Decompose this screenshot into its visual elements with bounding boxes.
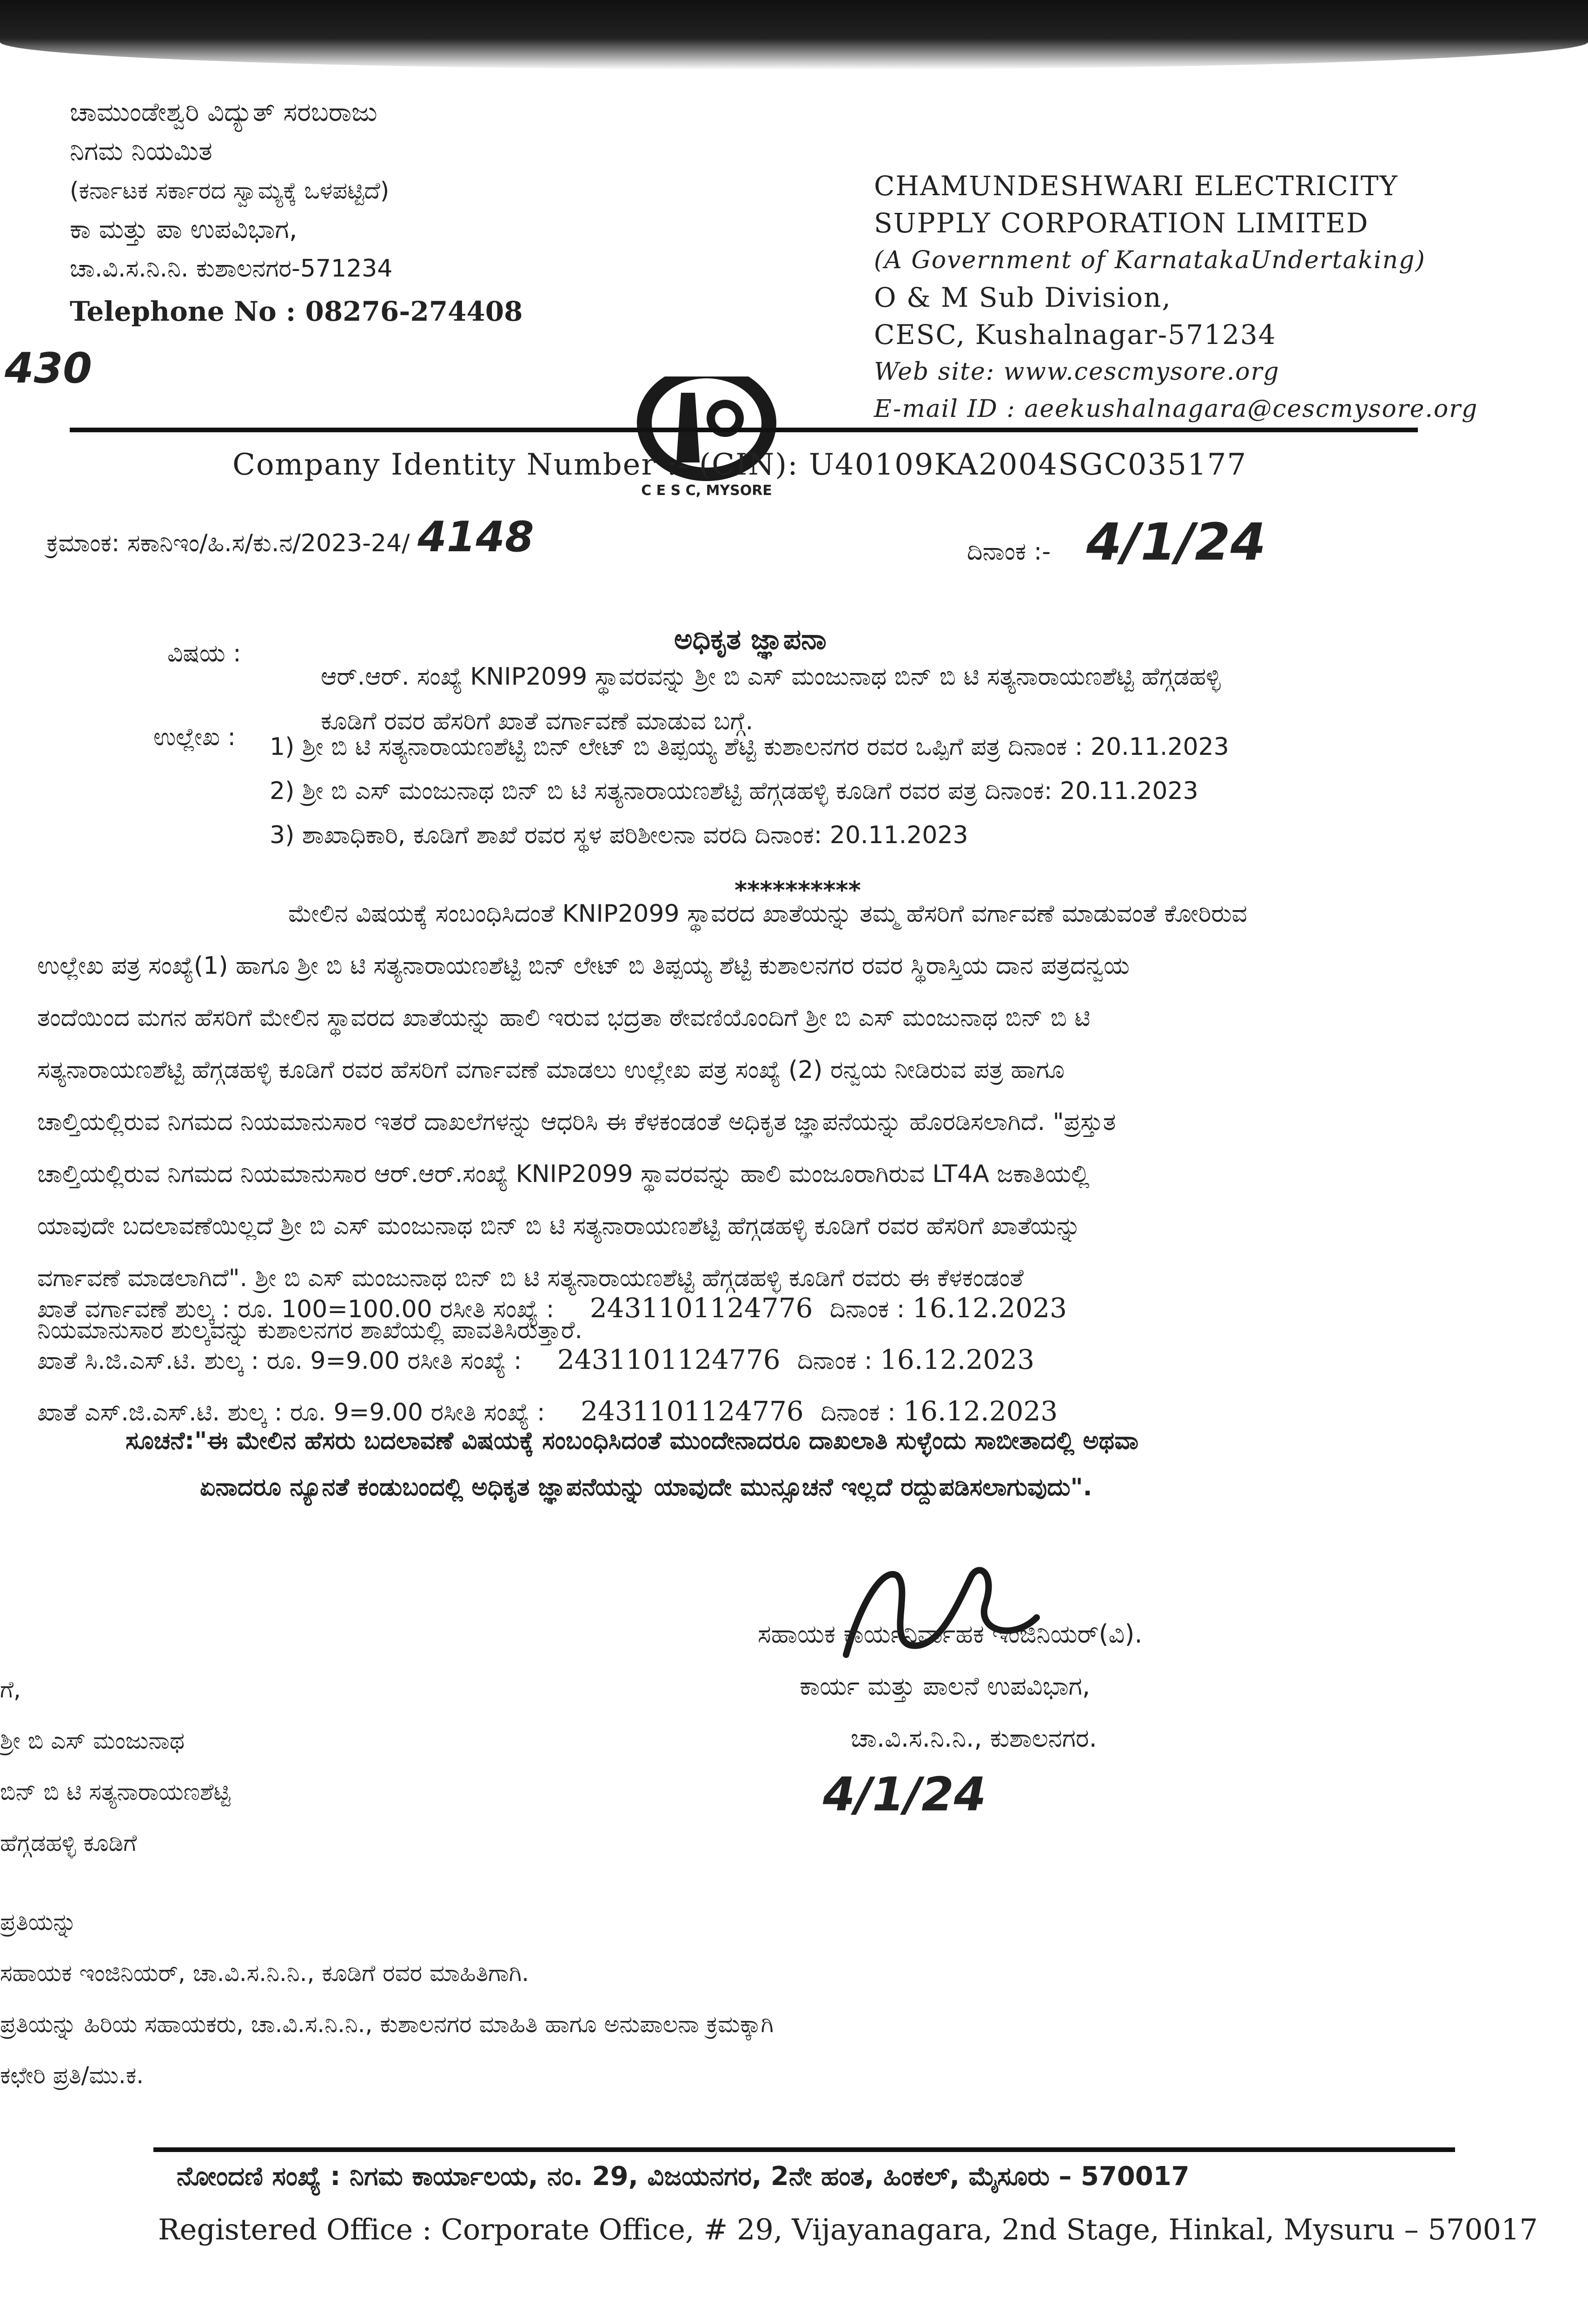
copies-block — [0, 1896, 1395, 2101]
date-handwritten: 4/1/24 — [1086, 512, 1266, 572]
body-line: ಸತ್ಯನಾರಾಯಣಶೆಟ್ಟಿ ಹೆಗ್ಗಡಹಳ್ಳಿ ಕೂಡಿಗೆ ರವರ ಹೆಸರಿಗೆ ವರ್ಗಾವಣೆ ಮಾಡಲು ಉಲ್ಲೇಖ ಪತ್ರ ಸಂಖ್ಯೆ (2) ರನ್ವಯ ನೀಡಿರುವ ಪತ್ರ ಹಾಗೂ — [37, 1056, 1065, 1084]
copy-line: ಸಹಾಯಕ ಇಂಜಿನಿಯರ್, ಚಾ.ವಿ.ಸ.ನಿ.ನಿ., ಕೂಡಿಗೆ ರವರ ಮಾಹಿತಿಗಾಗಿ. — [0, 1960, 529, 1987]
fee-label: ಖಾತೆ ಸಿ.ಜಿ.ಎಸ್.ಟಿ. ಶುಲ್ಕ : ರೂ. 9=9.00 ರಸೀತಿ ಸಂಖ್ಯೆ : — [37, 1347, 522, 1375]
reference-number — [46, 511, 534, 569]
reference-item: 2) ಶ್ರೀ ಬಿ ಎಸ್ ಮಂಜುನಾಥ ಬಿನ್ ಬಿ ಟಿ ಸತ್ಯನಾರಾಯಣಶೆಟ್ಟಿ ಹೆಗ್ಗಡಹಳ್ಳಿ ಕೂಡಿಗೆ ರವರ ಪತ್ರ ದಿನಾಂಕ: 20.11.2023 — [270, 777, 1198, 805]
reference-date — [967, 512, 1266, 578]
english-line: (A Government of KarnatakaUndertaking) — [874, 246, 1426, 274]
recipient-block — [0, 1664, 231, 1868]
fee-date: 16.12.2023 — [880, 1344, 1035, 1375]
fee-receipt: 2431101124776 — [581, 1395, 804, 1427]
separator-stars: ********** — [734, 877, 861, 905]
english-line: SUPPLY CORPORATION LIMITED — [874, 207, 1369, 239]
date-label: ದಿನಾಂಕ :- — [967, 538, 1051, 566]
kannada-line: (ಕರ್ನಾಟಕ ಸರ್ಕಾರದ ಸ್ವಾಮ್ಯಕ್ಕೆ ಒಳಪಟ್ಟಿದೆ) — [70, 177, 390, 204]
footer-kannada: ನೋಂದಣಿ ಸಂಖ್ಯೆ : ನಿಗಮ ಕಾರ್ಯಾಲಯ, ನಂ. 29, ವಿಜಯನಗರ, 2ನೇ ಹಂತ, ಹಿಂಕಲ್, ಮೈಸೂರು – 570017 — [177, 2161, 1190, 2192]
english-line: O & M Sub Division, — [874, 282, 1171, 313]
fee-date: 16.12.2023 — [903, 1395, 1058, 1427]
scan-shadow — [0, 0, 1588, 70]
kannada-line: ಚಾ.ವಿ.ಸ.ನಿ.ನಿ. ಕುಶಾಲನಗರ-571234 — [70, 255, 393, 283]
body-line: ನಿಯಮಾನುಸಾರ ಶುಲ್ಕವನ್ನು ಕುಶಾಲನಗರ ಶಾಖೆಯಲ್ಲಿ ಪಾವತಿಸಿರುತ್ತಾರೆ. — [37, 1316, 582, 1344]
reference-item: 3) ಶಾಖಾಧಿಕಾರಿ, ಕೂಡಿಗೆ ಶಾಖೆ ರವರ ಸ್ಥಳ ಪರಿಶೀಲನಾ ವರದಿ ದಿನಾಂಕ: 20.11.2023 — [270, 821, 968, 849]
english-line: CESC, Kushalnagar-571234 — [874, 319, 1277, 350]
fee-date-label: ದಿನಾಂಕ : — [797, 1347, 873, 1375]
signatory-title: ಸಹಾಯಕ ಕಾರ್ಯನಿರ್ವಾಹಕ ಇಂಜಿನಿಯರ್(ವಿ). — [758, 1619, 1143, 1649]
recipient-line: ಹೆಗ್ಗಡಹಳ್ಳಿ ಕೂಡಿಗೆ — [0, 1829, 137, 1856]
body-line: ತಂದೆಯಿಂದ ಮಗನ ಹೆಸರಿಗೆ ಮೇಲಿನ ಸ್ಥಾವರದ ಖಾತೆಯನ್ನು ಹಾಲಿ ಇರುವ ಭದ್ರತಾ ಠೇವಣಿಯೊಂದಿಗೆ ಶ್ರೀ ಬಿ ಎಸ್ ಮಂಜುನಾಥ ಬಿನ್ ಬಿ ಟಿ — [37, 1004, 1091, 1032]
ref-handwritten: 4148 — [417, 513, 534, 561]
header-rule — [70, 428, 1418, 432]
body-line: ಚಾಲ್ತಿಯಲ್ಲಿರುವ ನಿಗಮದ ನಿಯಮಾನುಸಾರ ಇತರೆ ದಾಖಲೆಗಳನ್ನು ಆಧರಿಸಿ ಈ ಕೆಳಕಂಡಂತೆ ಅಧಿಕೃತ ಜ್ಞಾಪನೆಯನ್ನು ಹೊರಡಿಸಲಾಗಿದೆ. "ಪ್ರಸ್ತುತ — [37, 1108, 1116, 1136]
margin-note: 430 — [5, 344, 92, 393]
fee-receipt: 2431101124776 — [589, 1292, 813, 1324]
references-label: ಉಲ್ಲೇಖ : — [153, 723, 236, 751]
subject-label: ವಿಷಯ : — [167, 640, 241, 667]
telephone: Telephone No : 08276-274408 — [70, 296, 523, 327]
copy-line: ಪ್ರತಿಯನ್ನು — [0, 1908, 77, 1935]
fee-row — [37, 1334, 1432, 1386]
note-line: ಸೂಚನೆ:"ಈ ಮೇಲಿನ ಹೆಸರು ಬದಲಾವಣೆ ವಿಷಯಕ್ಕೆ ಸಂಬಂಧಿಸಿದಂತೆ ಮುಂದೇನಾದರೂ ದಾಖಲಾತಿ ಸುಳ್ಳೆಂದು ಸಾಬೀತಾದಲ್ಲಿ ಅಥವಾ — [126, 1427, 1138, 1455]
note — [126, 1418, 1567, 1511]
signature-date: 4/1/24 — [823, 1767, 986, 1822]
subject-line: ಆರ್.ಆರ್. ಸಂಖ್ಯೆ KNIP2099 ಸ್ಥಾವರವನ್ನು ಶ್ರೀ ಬಿ ಎಸ್ ಮಂಜುನಾಥ ಬಿನ್ ಬಿ ಟಿ ಸತ್ಯನಾರಾಯಣಶೆಟ್ಟಿ ಹೆಗ್ಗಡಹಳ್ಳಿ — [321, 663, 1221, 691]
signatory-block — [758, 1608, 1143, 1825]
note-line: ಏನಾದರೂ ನ್ಯೂನತೆ ಕಂಡುಬಂದಲ್ಲಿ ಅಧಿಕೃತ ಜ್ಞಾಪನೆಯನ್ನು ಯಾವುದೇ ಮುನ್ಸೂಚನೆ ಇಲ್ಲದೆ ರದ್ದುಪಡಿಸಲಾಗುವುದು". — [200, 1473, 1092, 1501]
recipient-line: ಗೆ, — [0, 1676, 21, 1703]
footer-english: Registered Office : Corporate Office, # 29, Vijayanagara, 2nd Stage, Hinkal, Mysuru – 570017 — [158, 2212, 1538, 2246]
ref-label: ಕ್ರಮಾಂಕ: ಸಕಾನಿಇಂ/ಹಿ.ಸ/ಕು.ನ/2023-24/ — [46, 529, 410, 557]
signatory-office: ಕಾರ್ಯ ಮತ್ತು ಪಾಲನೆ ಉಪವಿಭಾಗ, — [800, 1671, 1091, 1701]
kannada-line: ನಿಗಮ ನಿಯಮಿತ — [70, 136, 212, 166]
cin-number: Company Identity Number :- (CIN): U40109KA2004SGC035177 — [232, 448, 1247, 482]
website: Web site: www.cescmysore.org — [874, 358, 1280, 386]
fee-date: 16.12.2023 — [912, 1292, 1067, 1324]
fee-date-label: ದಿನಾಂಕ : — [830, 1295, 905, 1323]
letterhead-english — [874, 167, 1571, 428]
subject-line: ಕೂಡಿಗೆ ರವರ ಹೆಸರಿಗೆ ಖಾತೆ ವರ್ಗಾವಣೆ ಮಾಡುವ ಬಗ್ಗೆ. — [321, 707, 754, 735]
body-line: ಮೇಲಿನ ವಿಷಯಕ್ಕೆ ಸಂಬಂಧಿಸಿದಂತೆ KNIP2099 ಸ್ಥಾವರದ ಖಾತೆಯನ್ನು ತಮ್ಮ ಹೆಸರಿಗೆ ವರ್ಗಾವಣೆ ಮಾಡುವಂತೆ ಕೋರಿರುವ — [288, 900, 1247, 928]
fee-label: ಖಾತೆ ಎಸ್.ಜಿ.ಎಸ್.ಟಿ. ಶುಲ್ಕ : ರೂ. 9=9.00 ರಸೀತಿ ಸಂಖ್ಯೆ : — [37, 1399, 545, 1426]
fee-label: ಖಾತೆ ವರ್ಗಾವಣೆ ಶುಲ್ಕ : ರೂ. 100=100.00 ರಸೀತಿ ಸಂಖ್ಯೆ : — [37, 1295, 555, 1323]
reference-item: 1) ಶ್ರೀ ಬಿ ಟಿ ಸತ್ಯನಾರಾಯಣಶೆಟ್ಟಿ ಬಿನ್ ಲೇಟ್ ಬಿ ತಿಪ್ಪಯ್ಯ ಶೆಟ್ಟಿ ಕುಶಾಲನಗರ ರವರ ಒಪ್ಪಿಗೆ ಪತ್ರ ದಿನಾಂಕ : 20.11.2023 — [270, 733, 1229, 761]
body-line: ವರ್ಗಾವಣೆ ಮಾಡಲಾಗಿದೆ". ಶ್ರೀ ಬಿ ಎಸ್ ಮಂಜುನಾಥ ಬಿನ್ ಬಿ ಟಿ ಸತ್ಯನಾರಾಯಣಶೆಟ್ಟಿ ಹೆಗ್ಗಡಹಳ್ಳಿ ಕೂಡಿಗೆ ರವರು ಈ ಕೆಳಕಂಡಂತೆ — [37, 1264, 1024, 1292]
body-line: ಚಾಲ್ತಿಯಲ್ಲಿರುವ ನಿಗಮದ ನಿಯಮಾನುಸಾರ ಆರ್.ಆರ್.ಸಂಖ್ಯೆ KNIP2099 ಸ್ಥಾವರವನ್ನು ಹಾಲಿ ಮಂಜೂರಾಗಿರುವ LT4A ಜಕಾತಿಯಲ್ಲಿ — [37, 1160, 1090, 1188]
email: E-mail ID : aeekushalnagara@cescmysore.org — [874, 395, 1478, 423]
memo-title: ಅಧಿಕೃತ ಜ್ಞಾಪನಾ — [674, 623, 827, 656]
copy-line: ಕಛೇರಿ ಪ್ರತಿ/ಮು.ಕ. — [0, 2062, 144, 2089]
copy-line: ಪ್ರತಿಯನ್ನು ಹಿರಿಯ ಸಹಾಯಕರು, ಚಾ.ವಿ.ಸ.ನಿ.ನಿ., ಕುಶಾಲನಗರ ಮಾಹಿತಿ ಹಾಗೂ ಅನುಪಾಲನಾ ಕ್ರಮಕ್ಕಾಗಿ — [0, 2011, 774, 2038]
kannada-line: ಕಾ ಮತ್ತು ಪಾ ಉಪವಿಭಾಗ, — [70, 214, 298, 244]
kannada-line: ಚಾಮುಂಡೇಶ್ವರಿ ವಿದ್ಯುತ್ ಸರಬರಾಜು — [70, 97, 377, 127]
english-line: CHAMUNDESHWARI ELECTRICITY — [874, 170, 1398, 202]
references-list — [270, 725, 1553, 858]
fee-table — [37, 1283, 1432, 1438]
logo-text: C E S C, MYSORE — [641, 482, 772, 499]
recipient-line: ಬಿನ್ ಬಿ ಟಿ ಸತ್ಯನಾರಾಯಣಶೆಟ್ಟಿ — [0, 1778, 231, 1805]
body-line: ಉಲ್ಲೇಖ ಪತ್ರ ಸಂಖ್ಯೆ(1) ಹಾಗೂ ಶ್ರೀ ಬಿ ಟಿ ಸತ್ಯನಾರಾಯಣಶೆಟ್ಟಿ ಬಿನ್ ಲೇಟ್ ಬಿ ತಿಪ್ಪಯ್ಯ ಶೆಟ್ಟಿ ಕುಶಾಲನಗರ ರವರ ಸ್ಥಿರಾಸ್ತಿಯ ದಾನ ಪತ್ರದನ್ವಯ — [37, 952, 1130, 980]
recipient-line: ಶ್ರೀ ಬಿ ಎಸ್ ಮಂಜುನಾಥ — [0, 1727, 185, 1754]
fee-date-label: ದಿನಾಂಕ : — [820, 1399, 896, 1426]
fee-receipt: 2431101124776 — [557, 1344, 781, 1375]
body-line: ಯಾವುದೇ ಬದಲಾವಣೆಯಿಲ್ಲದೆ ಶ್ರೀ ಬಿ ಎಸ್ ಮಂಜುನಾಥ ಬಿನ್ ಬಿ ಟಿ ಸತ್ಯನಾರಾಯಣಶೆಟ್ಟಿ ಹೆಗ್ಗಡಹಳ್ಳಿ ಕೂಡಿಗೆ ರವರ ಹೆಸರಿಗೆ ಖಾತೆಯನ್ನು — [37, 1212, 1081, 1240]
letterhead-kannada — [70, 93, 558, 331]
cesc-logo — [600, 353, 823, 521]
fee-row — [37, 1283, 1432, 1334]
signatory-location: ಚಾ.ವಿ.ಸ.ನಿ.ನಿ., ಕುಶಾಲನಗರ. — [851, 1723, 1097, 1753]
footer-rule — [153, 2147, 1455, 2152]
